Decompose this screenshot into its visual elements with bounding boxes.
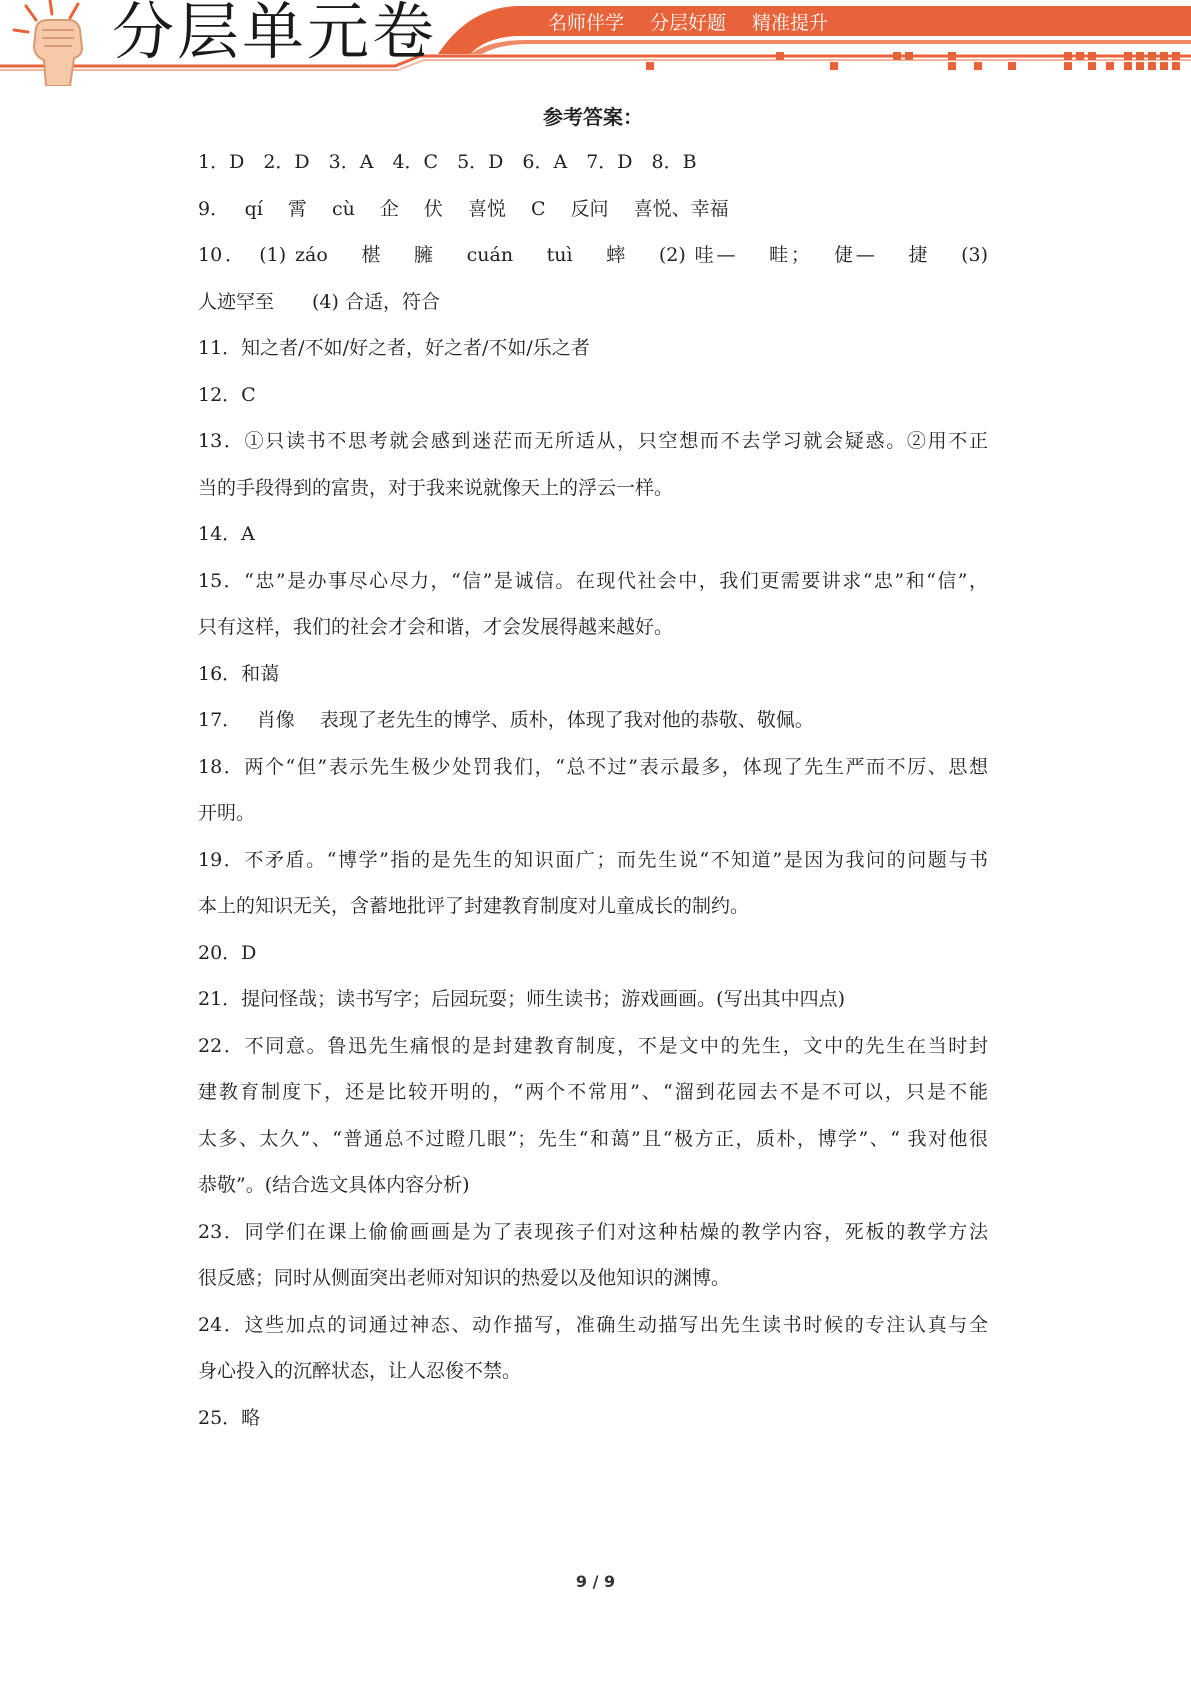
decorative-dots [0,0,1191,90]
answer-line: 25．略 [198,1406,261,1429]
answer-line: 23．同学们在课上偷偷画画是为了表现孩子们对这种枯燥的教学内容，死板的教学方法 [198,1220,988,1243]
answer-line: 15．“忠”是办事尽心尽力，“信”是诚信。在现代社会中，我们更需要讲求“忠”和“信”， [198,569,988,592]
answer-line: 9． qí 霄 cù 企 伏 喜悦 C 反问 喜悦、幸福 [198,197,729,220]
answer-line: 身心投入的沉醉状态，让人忍俊不禁。 [198,1360,522,1382]
answer-line: 20．D [198,941,257,964]
answer-list [198,139,988,1441]
brand-title: 分层单元卷 [112,0,438,68]
answer-line: 只有这样，我们的社会才会和谐，才会发展得越来越好。 [198,616,674,638]
answer-line: 当的手段得到的富贵，对于我来说就像天上的浮云一样。 [198,476,674,499]
answer-line: 建教育制度下，还是比较开明的，“两个不常用”、“溜到花园去不是不可以，只是不能 [198,1081,988,1103]
answer-line: 恭敬”。(结合选文具体内容分析) [198,1174,470,1196]
answer-line: 17． 肖像 表现了老先生的博学、质朴，体现了我对他的恭敬、敬佩。 [198,709,814,731]
answer-key [198,95,988,1441]
answer-line: 12．C [198,383,256,406]
answer-line: 14．A [198,523,255,545]
answer-line: 1．D 2．D 3．A 4．C 5．D 6．A 7．D 8．B [198,151,697,173]
answer-line: 22．不同意。鲁迅先生痛恨的是封建教育制度，不是文中的先生，文中的先生在当时封 [198,1034,988,1057]
slogan-item: 名师伴学 [548,12,625,34]
page-header [0,0,1191,90]
answer-line: 太多、太久”、“普通总不过瞪几眼”；先生“和蔼”且“极方正，质朴，博学”、“ 我对他很 [198,1127,988,1150]
answer-line: 16．和蔼 [198,662,280,685]
answer-line: 21．提问怪哉；读书写字；后园玩耍；师生读书；游戏画画。(写出其中四点) [198,988,846,1010]
page-number: 9 / 9 [575,1572,616,1591]
answer-line: 开明。 [198,802,256,824]
slogan-item: 分层好题 [650,12,727,34]
answer-line: 19．不矛盾。“博学”指的是先生的知识面广；而先生说“不知道”是因为我问的问题与书 [198,848,988,871]
answer-line: 18．两个“但”表示先生极少处罚我们，“总不过”表示最多，体现了先生严而不厉、思想 [198,755,988,778]
answer-line: 13．①只读书不思考就会感到迷茫而无所适从，只空想而不去学习就会疑惑。②用不正 [198,430,988,452]
answer-line: 10． (1) záo 椹 臃 cuán tuì 蟀 (2) 哇— 畦； 倢— 捷 (3) [198,244,988,266]
answer-line: 人迹罕至 (4) 合适，符合 [198,290,440,313]
answer-line: 24．这些加点的词通过神态、动作描写，准确生动描写出先生读书时候的专注认真与全 [198,1313,988,1336]
answer-line: 11．知之者/不如/好之者，好之者/不如/乐之者 [198,337,590,359]
slogan-item: 精准提升 [752,12,829,34]
answer-line: 很反感；同时从侧面突出老师对知识的热爱以及他知识的渊博。 [198,1267,731,1289]
page-title: 参考答案： [543,105,643,129]
answer-line: 本上的知识无关，含蓄地批评了封建教育制度对儿童成长的制约。 [198,895,750,917]
